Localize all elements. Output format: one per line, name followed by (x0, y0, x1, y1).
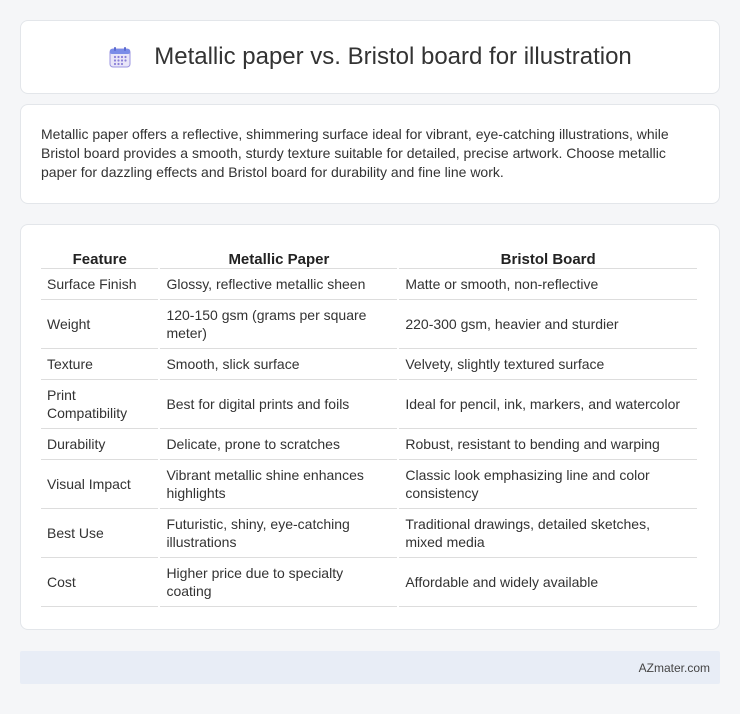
metallic-cell: Higher price due to specialty coating (160, 558, 397, 607)
header-metallic-paper: Metallic Paper (160, 245, 397, 269)
bristol-cell: Robust, resistant to bending and warping (399, 429, 697, 460)
table-row (41, 269, 697, 300)
title-card (20, 20, 720, 94)
metallic-cell: Futuristic, shiny, eye-catching illustrations (160, 509, 397, 558)
table-row (41, 349, 697, 380)
footer-brand: AZmater.com (638, 660, 710, 675)
feature-cell: Cost (41, 558, 158, 607)
header-feature: Feature (41, 245, 158, 269)
bristol-cell: Affordable and widely available (399, 558, 697, 607)
table-row (41, 460, 697, 509)
bristol-cell: Matte or smooth, non-reflective (399, 269, 697, 300)
feature-cell: Durability (41, 429, 158, 460)
feature-cell: Surface Finish (41, 269, 158, 300)
feature-cell: Weight (41, 300, 158, 349)
metallic-cell: Best for digital prints and foils (160, 380, 397, 429)
calendar-icon (108, 45, 132, 69)
feature-cell: Best Use (41, 509, 158, 558)
summary-text: Metallic paper offers a reflective, shimmering surface ideal for vibrant, eye-catching illustrations, while Bristol board provides a smooth, sturdy texture suitable for detailed, precise artwork. Choose metallic paper for dazzling effects and Bristol board for durability and fine line work. (41, 126, 669, 180)
table-row (41, 380, 697, 429)
table-row (41, 558, 697, 607)
table-row (41, 300, 697, 349)
table-header-row (41, 245, 697, 269)
feature-cell: Texture (41, 349, 158, 380)
metallic-cell: Vibrant metallic shine enhances highlights (160, 460, 397, 509)
bristol-cell: Ideal for pencil, ink, markers, and watercolor (399, 380, 697, 429)
header-bristol-board: Bristol Board (399, 245, 697, 269)
metallic-cell: Delicate, prone to scratches (160, 429, 397, 460)
bristol-cell: Velvety, slightly textured surface (399, 349, 697, 380)
comparison-table (39, 245, 699, 607)
table-row (41, 509, 697, 558)
bristol-cell: Traditional drawings, detailed sketches, mixed media (399, 509, 697, 558)
comparison-table-card (20, 224, 720, 630)
metallic-cell: Glossy, reflective metallic sheen (160, 269, 397, 300)
summary-card (20, 104, 720, 204)
metallic-cell: Smooth, slick surface (160, 349, 397, 380)
bristol-cell: 220-300 gsm, heavier and sturdier (399, 300, 697, 349)
feature-cell: Print Compatibility (41, 380, 158, 429)
metallic-cell: 120-150 gsm (grams per square meter) (160, 300, 397, 349)
feature-cell: Visual Impact (41, 460, 158, 509)
table-row (41, 429, 697, 460)
footer (20, 651, 720, 684)
page-title: Metallic paper vs. Bristol board for illustration (154, 43, 632, 70)
bristol-cell: Classic look emphasizing line and color consistency (399, 460, 697, 509)
